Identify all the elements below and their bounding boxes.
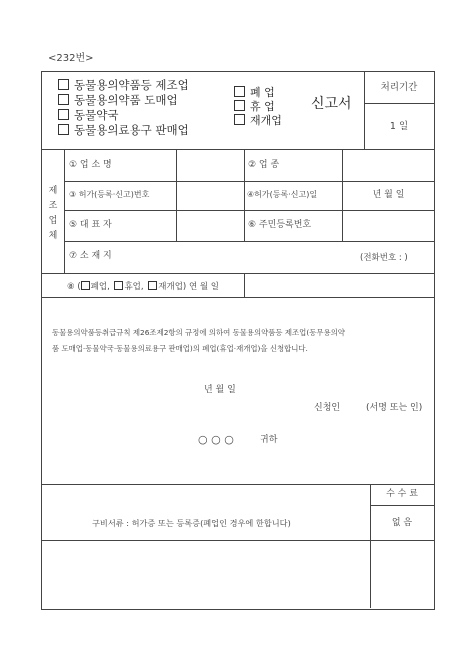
checkbox[interactable] (58, 124, 69, 135)
resident-number-label: ⑥ 주민등록번호 (248, 220, 312, 230)
license-date-value[interactable]: 년 월 일 (372, 190, 405, 200)
license-number-input[interactable] (177, 182, 243, 209)
report-title: 신고서 (311, 96, 352, 112)
closure-date-input[interactable] (245, 274, 433, 296)
business-type-option[interactable] (58, 124, 189, 137)
divider (364, 103, 434, 104)
category-input[interactable] (343, 150, 433, 180)
business-type-label: 동물용의료용구 판매업 (74, 123, 189, 137)
report-type-option[interactable] (234, 86, 275, 98)
divider (41, 484, 434, 485)
business-type-option[interactable] (58, 109, 118, 122)
addressee-marks: ○ ○ ○ (198, 433, 234, 446)
license-number-label: ③ 허가(등록·신고)번호 (69, 190, 150, 199)
addressee-suffix: 귀하 (260, 435, 278, 445)
business-section-label: 제 조 업 체 (48, 186, 58, 241)
license-date-label: ④허가(등록·신고)일 (247, 190, 318, 199)
phone-label: (전화번호 : ) (360, 253, 408, 263)
report-type-label: 재개업 (250, 114, 282, 127)
business-type-option[interactable] (58, 79, 189, 92)
application-date[interactable]: 년 월 일 (204, 385, 236, 395)
attachments-text: 구비서류 : 허가증 또는 등록증(폐업인 경우에 한합니다) (92, 518, 291, 528)
divider (64, 181, 434, 182)
divider (41, 297, 434, 298)
checkbox[interactable] (58, 94, 69, 105)
form-number: <232번> (48, 53, 94, 64)
statement-line-1: 동물용의약품등취급규칙 제26조제2항의 규정에 의하여 동물용의약품등 제조업(동무용의약 (52, 328, 345, 337)
divider (64, 149, 65, 273)
business-name-input[interactable] (177, 150, 243, 180)
report-type-option[interactable] (234, 100, 275, 112)
resident-number-input[interactable] (343, 211, 433, 240)
applicant-label: 신청인 (314, 403, 341, 413)
business-name-label: ① 업 소 명 (69, 160, 112, 170)
divider (64, 241, 434, 242)
closure-date-label: ⑧ ( 폐업, 휴업, 재개업) 연 월 일 (67, 282, 219, 292)
fee-label: 수 수 료 (386, 489, 418, 499)
processing-value: 1 일 (389, 121, 409, 132)
statement-line-2: 품 도매업·동물약국·동물용의료용구 판매업)의 폐업(휴업·재개업)을 신청합니다. (52, 344, 308, 353)
checkbox[interactable] (148, 281, 157, 290)
processing-label: 처리기간 (380, 82, 418, 93)
blank-area (42, 541, 433, 607)
checkbox[interactable] (81, 281, 90, 290)
address-label: ⑦ 소 재 지 (69, 251, 112, 261)
business-type-label: 동물용의약품등 제조업 (74, 78, 189, 92)
business-type-label: 동물용의약품 도매업 (74, 93, 178, 107)
checkbox[interactable] (58, 79, 69, 90)
business-type-option[interactable] (58, 94, 178, 107)
checkbox[interactable] (114, 281, 123, 290)
business-type-label: 동물약국 (74, 108, 119, 122)
report-type-label: 폐 업 (250, 86, 275, 99)
checkbox[interactable] (234, 114, 245, 125)
fee-value: 없 음 (391, 518, 413, 528)
signature-label[interactable]: (서명 또는 인) (366, 403, 423, 413)
representative-input[interactable] (177, 211, 243, 240)
checkbox[interactable] (234, 100, 245, 111)
report-type-label: 휴 업 (250, 100, 275, 113)
category-label: ② 업 종 (248, 160, 280, 170)
checkbox[interactable] (234, 86, 245, 97)
report-type-option[interactable] (234, 114, 282, 126)
representative-label: ⑤ 대 표 자 (69, 220, 112, 230)
checkbox[interactable] (58, 109, 69, 120)
divider (244, 149, 245, 241)
address-input[interactable] (150, 243, 350, 271)
divider (370, 505, 434, 506)
